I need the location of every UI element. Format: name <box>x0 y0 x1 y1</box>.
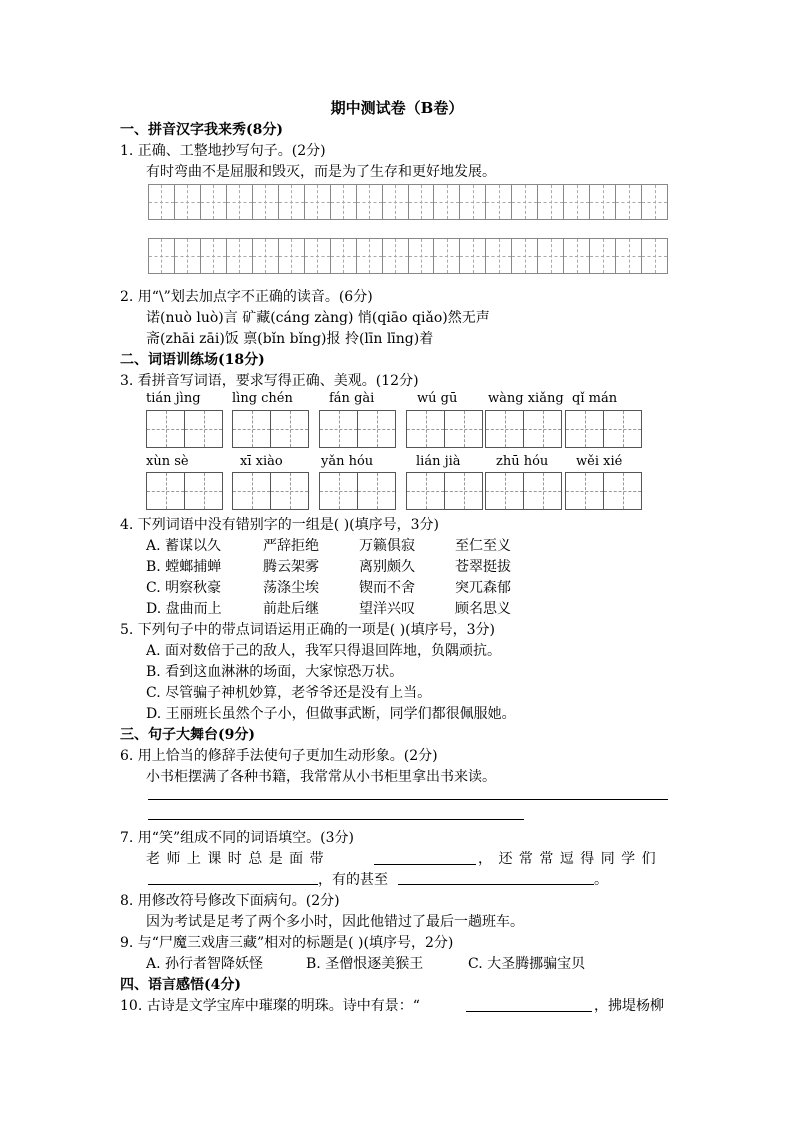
pinyin-1-3: fán gài <box>329 391 375 406</box>
section-3-heading: 三、句子大舞台(9分) <box>120 727 255 743</box>
q4-c-1: C. 明察秋豪 <box>146 580 222 596</box>
question-8: 8. 用修改符号修改下面病句。(2分) <box>120 893 340 909</box>
q7-blank-2[interactable] <box>148 884 318 885</box>
q9-option-b: B. 圣僧恨逐美猴王 <box>306 956 424 972</box>
answer-box-1-6[interactable] <box>565 410 642 448</box>
q4-c-4: 突兀森郁 <box>455 580 511 596</box>
q7-blank-3[interactable] <box>398 884 594 885</box>
answer-box-1-1[interactable] <box>146 410 223 448</box>
question-6: 6. 用上恰当的修辞手法使句子更加生动形象。(2分) <box>120 748 438 764</box>
answer-box-2-6[interactable] <box>565 472 642 510</box>
q5-option-a: A. 面对数倍于己的敌人，我军只得退回阵地，负隅顽抗。 <box>146 643 502 659</box>
pinyin-2-3: yǎn hóu <box>321 454 374 469</box>
q4-d-4: 顾名思义 <box>455 601 511 617</box>
q5-option-b: B. 看到这血淋淋的场面，大家惊恐万状。 <box>146 664 404 680</box>
q7-line-2b: 。 <box>594 872 608 888</box>
answer-box-2-4[interactable] <box>406 472 483 510</box>
q4-c-2: 荡涤尘埃 <box>263 580 319 596</box>
q4-b-2: 腾云架雾 <box>263 559 319 575</box>
q4-a-1: A. 蓄谋以久 <box>146 538 222 554</box>
answer-box-2-3[interactable] <box>319 472 396 510</box>
question-4: 4. 下列词语中没有错别字的一组是( )(填序号，3分) <box>120 517 440 533</box>
q4-d-3: 望洋兴叹 <box>359 601 415 617</box>
question-6-text: 小书柜摆满了各种书籍，我常常从小书柜里拿出书来读。 <box>146 769 496 785</box>
q4-d-1: D. 盘曲而上 <box>146 601 222 617</box>
pinyin-1-5: wàng xiǎng <box>488 391 564 406</box>
question-7: 7. 用“笑”组成不同的词语填空。(3分) <box>120 830 354 846</box>
pinyin-1-6: qǐ mán <box>572 391 618 406</box>
pinyin-2-2: xī xiào <box>240 454 283 469</box>
q4-c-3: 锲而不舍 <box>359 580 415 596</box>
question-10-a: 10. 古诗是文学宝库中璀璨的明珠。诗中有景：“ <box>120 998 420 1014</box>
question-10-b: ，拂堤杨柳 <box>594 998 664 1014</box>
question-2-line-2: 斋(zhāi zāi)饭 禀(bǐn bǐng)报 拎(līn līng)着 <box>146 331 434 347</box>
pinyin-2-6: wěi xié <box>576 454 623 469</box>
pinyin-2-1: xùn sè <box>146 454 189 469</box>
q4-b-3: 离别颇久 <box>359 559 415 575</box>
q6-answer-line-2[interactable] <box>148 819 524 820</box>
pinyin-1-1: tián jìng <box>146 391 201 406</box>
q4-d-2: 前赴后继 <box>263 601 319 617</box>
pinyin-2-4: lián jià <box>416 454 461 469</box>
question-1: 1. 正确、工整地抄写句子。(2分) <box>120 143 326 159</box>
section-2-heading: 二、词语训练场(18分) <box>120 352 265 368</box>
question-2-line-1: 诺(nuò luò)言 矿藏(cáng zàng) 悄(qiāo qiǎo)然无声 <box>146 310 490 326</box>
question-5: 5. 下列句子中的带点词语运用正确的一项是( )(填序号，3分) <box>120 622 496 638</box>
q10-blank[interactable] <box>466 1011 592 1012</box>
question-9: 9. 与“尸魔三戏唐三藏”相对的标题是( )(填序号，2分) <box>120 935 454 951</box>
question-2: 2. 用“\”划去加点字不正确的读音。(6分) <box>120 289 373 305</box>
copy-grid-row-2[interactable] <box>148 238 668 274</box>
answer-box-2-2[interactable] <box>232 472 309 510</box>
q9-option-a: A. 孙行者智降妖怪 <box>146 956 264 972</box>
page-title: 期中测试卷（B卷） <box>330 99 464 117</box>
answer-box-1-2[interactable] <box>232 410 309 448</box>
q5-option-d: D. 王丽班长虽然个子小，但做事武断，同学们都很佩服她。 <box>146 706 516 722</box>
section-4-heading: 四、语言感悟(4分) <box>120 977 241 993</box>
q6-answer-line-1[interactable] <box>148 799 668 800</box>
q5-option-c: C. 尽管骗子神机妙算，老爷爷还是没有上当。 <box>146 685 432 701</box>
q9-option-c: C. 大圣腾挪骗宝贝 <box>468 956 586 972</box>
pinyin-1-2: lìng chén <box>232 391 293 406</box>
answer-box-2-1[interactable] <box>146 472 223 510</box>
question-3: 3. 看拼音写词语，要求写得正确、美观。(12分) <box>120 373 419 389</box>
answer-box-1-3[interactable] <box>319 410 396 448</box>
question-8-text: 因为考试是足考了两个多小时，因此他错过了最后一趟班车。 <box>146 914 524 930</box>
q4-a-3: 万籁俱寂 <box>359 538 415 554</box>
q7-line-2a: ，有的甚至 <box>318 872 388 888</box>
q4-a-2: 严辞拒绝 <box>263 538 319 554</box>
q4-b-4: 苍翠挺拔 <box>455 559 511 575</box>
question-1-text: 有时弯曲不是屈服和毁灭，而是为了生存和更好地发展。 <box>146 164 496 180</box>
q7-line-1b: ， 还 常 常 逗 得 同 学 们 <box>478 851 657 867</box>
answer-box-2-5[interactable] <box>485 472 562 510</box>
answer-box-1-5[interactable] <box>485 410 562 448</box>
answer-box-1-4[interactable] <box>406 410 483 448</box>
q7-line-1a: 老 师 上 课 时 总 是 面 带 <box>146 851 325 867</box>
pinyin-2-5: zhū hóu <box>496 454 549 469</box>
copy-grid-row-1[interactable] <box>148 184 668 220</box>
section-1-heading: 一、拼音汉字我来秀(8分) <box>120 122 283 138</box>
pinyin-1-4: wú gū <box>417 391 458 406</box>
q4-a-4: 至仁至义 <box>455 538 511 554</box>
q7-blank-1[interactable] <box>374 864 476 865</box>
q4-b-1: B. 螳螂捕蝉 <box>146 559 222 575</box>
